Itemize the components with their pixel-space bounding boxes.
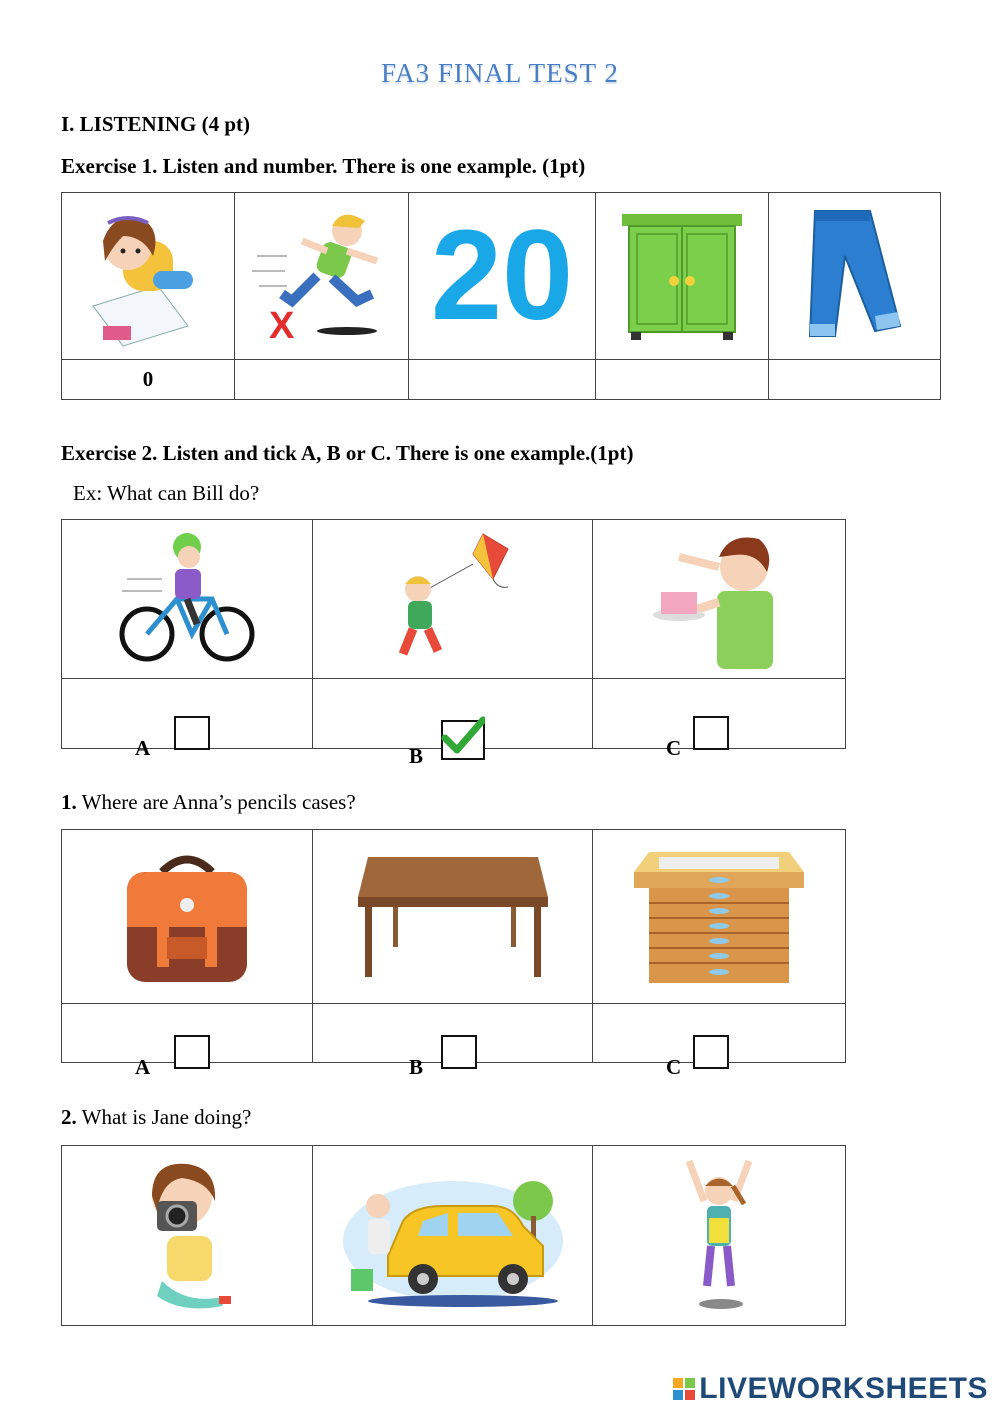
answer-cell[interactable] xyxy=(235,360,409,400)
picture-girl-washing-car xyxy=(313,1146,593,1326)
picture-boy-riding-bike xyxy=(62,520,313,679)
boy-running-icon xyxy=(247,206,397,346)
picture-girl-taking-photo xyxy=(62,1146,313,1326)
jeans-icon xyxy=(800,206,910,346)
girl-jumping-icon xyxy=(669,1156,769,1316)
table-icon xyxy=(353,852,553,982)
question2-table xyxy=(61,1145,846,1326)
answer-cell[interactable] xyxy=(596,360,769,400)
page-title: FA3 FINAL TEST 2 xyxy=(381,58,619,88)
example-table xyxy=(61,519,846,768)
drawer-cabinet-icon xyxy=(629,847,809,987)
girl-camera-icon xyxy=(127,1156,247,1316)
picture-man-eating-cake xyxy=(593,520,846,679)
kite-icon xyxy=(383,529,523,669)
tick-box[interactable] xyxy=(174,716,210,750)
school-bag-icon xyxy=(112,847,262,987)
tick-box[interactable] xyxy=(441,1035,477,1069)
brand-text: LIVEWORKSHEETS xyxy=(699,1372,988,1405)
cupboard-icon xyxy=(617,209,747,344)
answer-cell[interactable] xyxy=(769,360,941,400)
option-letter: B xyxy=(409,743,424,768)
picture-drawer-cabinet xyxy=(593,830,846,1004)
question-1 xyxy=(61,790,356,815)
picture-jeans xyxy=(769,193,941,360)
option-letter: A xyxy=(135,1055,151,1079)
car-washing-icon xyxy=(343,1161,563,1311)
tick-box[interactable] xyxy=(693,716,729,750)
exercise1-heading: Exercise 1. Listen and number. There is one example. (1pt) xyxy=(61,154,586,178)
question-number: 1. xyxy=(61,790,77,814)
picture-boy-flying-kite xyxy=(313,520,593,679)
option-a[interactable] xyxy=(62,1004,313,1079)
question-number: 2. xyxy=(61,1105,77,1129)
question-text: What is Jane doing? xyxy=(81,1105,252,1129)
option-letter: C xyxy=(666,735,682,760)
option-c[interactable] xyxy=(593,679,846,760)
option-letter: B xyxy=(409,1055,424,1079)
answer-cell: 0 xyxy=(62,360,235,400)
liveworksheets-logo xyxy=(673,1372,988,1406)
bicycle-icon xyxy=(117,529,257,669)
picture-girl-drawing xyxy=(62,193,235,360)
example-question: Ex: What can Bill do? xyxy=(73,481,260,505)
picture-boy-running-not xyxy=(235,193,409,360)
question-2 xyxy=(61,1105,251,1130)
option-letter: A xyxy=(135,735,151,760)
option-c[interactable] xyxy=(593,1004,846,1079)
section-heading: I. LISTENING (4 pt) xyxy=(61,112,251,136)
check-mark-icon xyxy=(441,716,485,756)
exercise2-heading: Exercise 2. Listen and tick A, B or C. There is one example.(1pt) xyxy=(61,441,634,465)
girl-drawing-icon xyxy=(83,201,213,351)
question-text: Where are Anna’s pencils cases? xyxy=(81,790,356,814)
svg-text:X: X xyxy=(268,305,294,346)
picture-school-bag xyxy=(62,830,313,1004)
option-b[interactable] xyxy=(313,1004,593,1079)
exercise1-table xyxy=(61,192,941,400)
question1-table xyxy=(61,829,846,1079)
picture-girl-jumping xyxy=(593,1146,846,1326)
option-a[interactable] xyxy=(62,679,313,760)
number-20-text: 20 xyxy=(430,204,574,347)
answer-cell[interactable] xyxy=(409,360,596,400)
tick-box-checked[interactable] xyxy=(441,720,485,760)
picture-cupboard xyxy=(596,193,769,360)
picture-number-20 xyxy=(409,193,596,360)
picture-table xyxy=(313,830,593,1004)
option-letter: C xyxy=(666,1055,682,1079)
tick-box[interactable] xyxy=(693,1035,729,1069)
cake-eating-icon xyxy=(649,527,789,672)
tick-box[interactable] xyxy=(174,1035,210,1069)
liveworksheets-logo-icon xyxy=(673,1378,695,1400)
option-b[interactable] xyxy=(313,679,593,768)
